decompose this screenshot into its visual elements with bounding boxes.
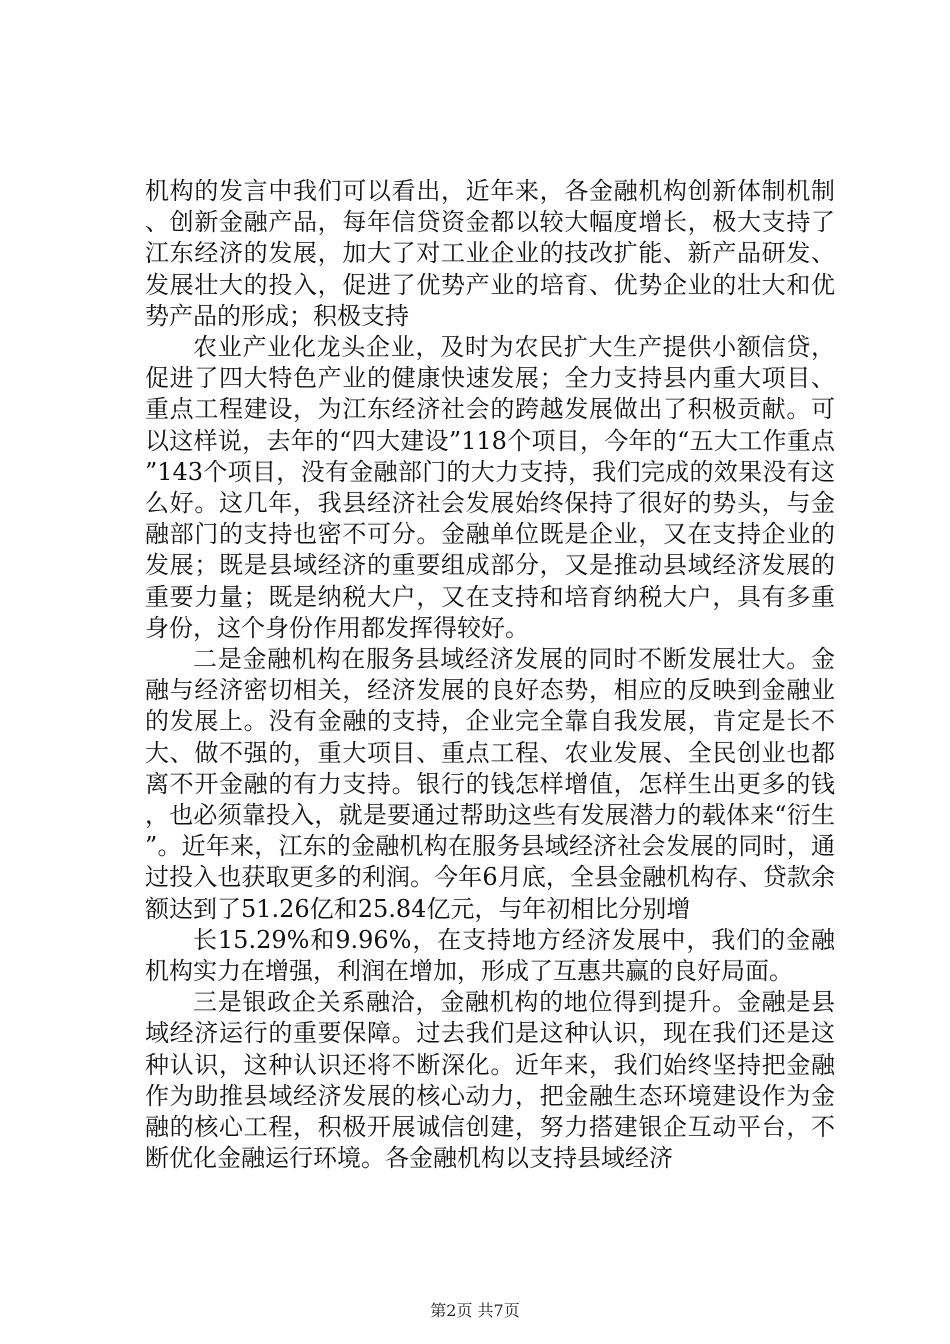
paragraph-growth-rates: 长15.29%和9.96%，在支持地方经济发展中，我们的金融机构实力在增强，利润在增加，形成了互惠共赢的良好局面。 [145, 925, 835, 986]
paragraph-continuation: 机构的发言中我们可以看出，近年来，各金融机构创新体制机制、创新金融产品，每年信贷资金都以较大幅度增长，极大支持了江东经济的发展，加大了对工业企业的技改扩能、新产品研发、发展壮大的投入，促进了优势产业的培育、优势企业的壮大和优势产品的形成；积极支持 [145, 177, 835, 330]
page-number-footer: 第2页 共7页 [430, 1301, 520, 1320]
document-body [145, 176, 835, 1175]
paragraph-point-two: 二是金融机构在服务县域经济发展的同时不断发展壮大。金融与经济密切相关，经济发展的良好态势，相应的反映到金融业的发展上。没有金融的支持，企业完全靠自我发展，肯定是长不大、做不强的，重大项目、重点工程、农业发展、全民创业也都离不开金融的有力支持。银行的钱怎样增值，怎样生出更多的钱，也必须靠投入，就是要通过帮助这些有发展潜力的载体来“衍生”。近年来，江东的金融机构在服务县域经济社会发展的同时，通过投入也获取更多的利润。今年6月底，全县金融机构存、贷款余额达到了51.26亿和25.84亿元，与年初相比分别增 [145, 645, 835, 923]
paragraph-agriculture-support: 农业产业化龙头企业，及时为农民扩大生产提供小额信贷，促进了四大特色产业的健康快速发展；全力支持县内重大项目、重点工程建设，为江东经济社会的跨越发展做出了积极贡献。可以这样说，去年的“四大建设”118个项目，今年的“五大工作重点”143个项目，没有金融部门的大力支持，我们完成的效果没有这么好。这几年，我县经济社会发展始终保持了很好的势头，与金融部门的支持也密不可分。金融单位既是企业，又在支持企业的发展；既是县域经济的重要组成部分，又是推动县域经济发展的重要力量；既是纳税大户，又在支持和培育纳税大户，具有多重身份，这个身份作用都发挥得较好。 [145, 333, 835, 642]
paragraph-point-three: 三是银政企关系融洽，金融机构的地位得到提升。金融是县域经济运行的重要保障。过去我们是这种认识，现在我们还是这种认识，这种认识还将不断深化。近年来，我们始终坚持把金融作为助推县域经济发展的核心动力，把金融生态环境建设作为金融的核心工程，积极开展诚信创建，努力搭建银企互动平台，不断优化金融运行环境。各金融机构以支持县域经济 [145, 988, 835, 1173]
